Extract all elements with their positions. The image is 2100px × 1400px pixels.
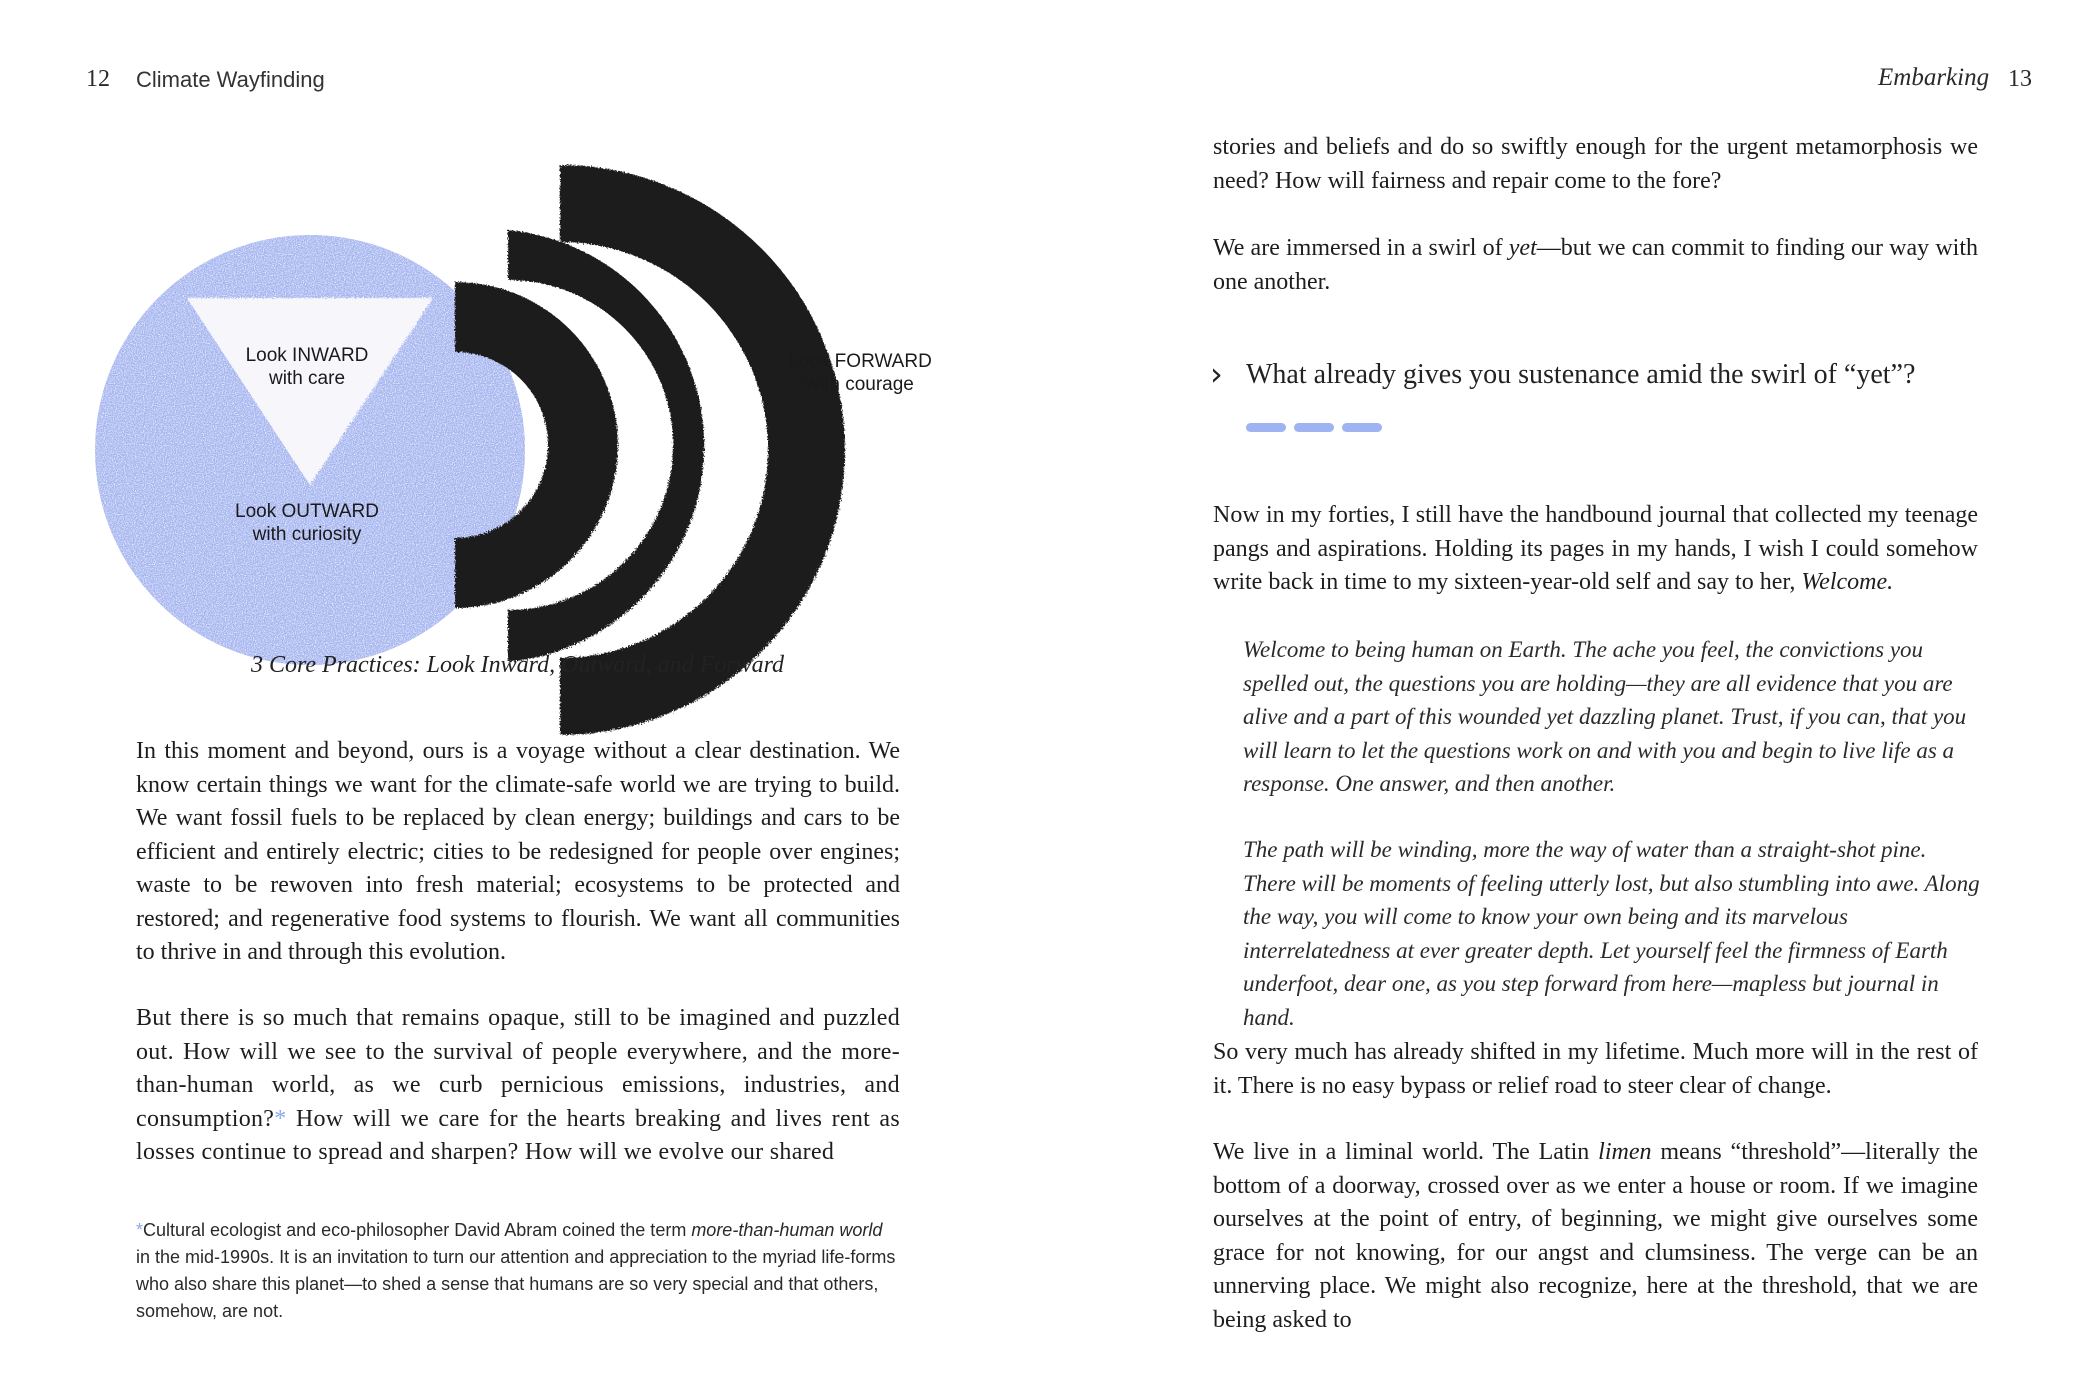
right-paragraph-4: So very much has already shifted in my lifetime. Much more will in the rest of it. There is no easy bypass or relief road to steer clear of change.: [1213, 1039, 1978, 1099]
para3-welcome: Welcome.: [1801, 569, 1894, 595]
block-quote-1: Welcome to being human on Earth. The ache you feel, the convictions you spelled out, the questions you are holding—they are all evidence that you are alive and a part of this wounded yet dazzling planet. Trust, if you can, that you will learn to let the questions work on and with you and begin to live life as a response. One answer, and then another.: [1243, 637, 1967, 796]
para2-text-a: But there is so much that remains opaque, still to be imagined and puzzled out. How will we see to the survival of people everywhere, and the more-than-human world, as we curb pernicious emissions, industries, and consumption?: [136, 1005, 900, 1132]
body-paragraph-2: [136, 1002, 900, 1170]
answer-line: [1342, 423, 1382, 432]
right-paragraph-1: stories and beliefs and do so swiftly enough for the urgent metamorphosis we need? How will fairness and repair come to the fore?: [1213, 134, 1978, 194]
forward-label-line2: with courage: [806, 374, 914, 395]
footnote-term: more-than-human world: [691, 1220, 883, 1240]
right-paragraph-2: [1213, 232, 1978, 299]
forward-label-line1: Look FORWARD: [788, 351, 932, 372]
para2-right-a: We are immersed in a swirl of: [1213, 235, 1509, 261]
right-paragraph-3: [1213, 499, 1978, 600]
right-paragraph-5: [1213, 1136, 1978, 1337]
answer-line: [1246, 423, 1286, 432]
outward-label-line1: Look OUTWARD: [235, 501, 379, 522]
para2-right-b: —but we can commit to finding our way with one another.: [1213, 235, 1978, 295]
prompt-question: What already gives you sustenance amid the swirl of “yet”?: [1246, 359, 1916, 390]
page-number-13: 13: [2008, 66, 2032, 92]
footnote-text-b: in the mid-1990s. It is an invitation to turn our attention and appreciation to the myriad life-forms who also share this planet—to shed a sense that humans are so very special and that others, somehow, are not.: [136, 1247, 896, 1321]
block-quote-2: The path will be winding, more the way of water than a straight-shot pine. There will be moments of feeling utterly lost, but also stumbling into awe. Along the way, you will come to know your own being and its marvelous interrelatedness at ever greater depth. Let yourself feel the firmness of Earth underfoot, dear one, as you step forward from here—mapless but journal in hand.: [1243, 837, 1980, 1030]
para2-text-b: How will we care for the hearts breaking and lives rent as losses continue to spread and sharpen? How will we evolve our shared: [136, 1105, 900, 1165]
running-head-right: [1878, 64, 1989, 92]
prompt-chevron-icon: ›: [1210, 355, 1223, 393]
footnote: [136, 1217, 901, 1325]
page-number-right: [2008, 66, 2032, 93]
page-number: 12: [86, 66, 110, 92]
footnote-marker: *: [274, 1105, 287, 1132]
para3-text: Now in my forties, I still have the handbound journal that collected my teenage pangs and aspirations. Holding its pages in my hands, I wish I could somehow write back in time to my sixteen-year-old self and say to her,: [1213, 502, 1978, 595]
running-head-text-right: Embarking: [1878, 64, 1990, 91]
running-head-text: Climate Wayfinding: [136, 67, 325, 92]
para5-limen: limen: [1598, 1139, 1652, 1165]
footnote-star: *: [136, 1220, 144, 1240]
prompt-answer-lines: [1246, 417, 1390, 436]
para5-text-b: means “threshold”—literally the bottom of a doorway, crossed over as we enter a house or room. If we imagine ourselves at the point of entry, of beginning, we might give ourselves some grace for not knowing, for our angst and clumsiness. The verge can be an unnerving place. We might also recognize, here at the threshold, that we are being asked to: [1213, 1139, 1979, 1333]
footnote-text-a: Cultural ecologist and eco-philosopher David Abram coined the term: [143, 1220, 692, 1240]
para5-text-a: We live in a liminal world. The Latin: [1213, 1139, 1599, 1165]
outward-label-line2: with curiosity: [252, 524, 362, 545]
page-number-left: [86, 66, 110, 93]
inward-label-line2: with care: [268, 368, 346, 389]
inward-label-line1: Look INWARD: [245, 345, 369, 366]
para2-yet: yet: [1508, 235, 1537, 261]
answer-line: [1294, 423, 1334, 432]
running-head-left: [136, 67, 325, 93]
figure-caption: 3 Core Practices: Look Inward, Outward, and Forward: [250, 652, 785, 678]
body-paragraph-1: In this moment and beyond, ours is a voyage without a clear destination. We know certain things we want for the climate-safe world we are trying to build. We want fossil fuels to be replaced by clean energy; buildings and cars to be efficient and entirely electric; cities to be redesigned for people over engines; waste to be rewoven into fresh material; ecosystems to be protected and restored; and regenerative food systems to flourish. We want all communities to thrive in and through this evolution.: [136, 738, 900, 965]
